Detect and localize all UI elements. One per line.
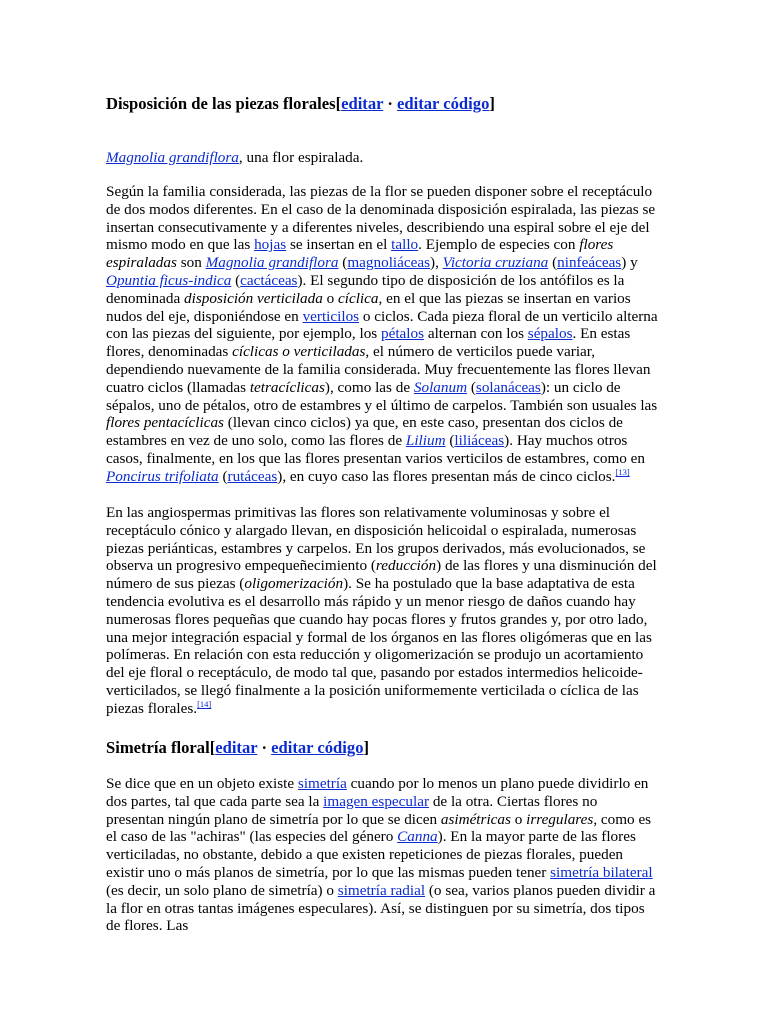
link-sepalos[interactable]: sépalos (527, 325, 573, 343)
link-verticilos[interactable]: verticilos (302, 307, 360, 325)
link-canna[interactable]: Canna (397, 828, 438, 846)
link-simetria-bilateral[interactable]: simetría bilateral (550, 863, 653, 881)
link-rutaceas[interactable]: rutáceas (227, 467, 278, 485)
link-magnoliaceas[interactable]: magnoliáceas (347, 254, 431, 272)
link-solanum[interactable]: Solanum (413, 378, 468, 396)
link-simetria-radial[interactable]: simetría radial (337, 881, 426, 899)
link-lilium[interactable]: Lilium (405, 432, 446, 450)
heading-title: Disposición de las piezas florales (106, 94, 336, 113)
paragraph-simetria: Se dice que en un objeto existe simetría cuando por lo menos un plano puede dividirlo en dos partes, tal que cada parte sea la imagen especular de la otra. Ciertas flores no presentan ningún plano de simetría por lo que se dicen asimétricas o irregulares, como es el caso de las "achiras" (las especies del género Canna). En la mayor parte de las flores verticiladas, no obstante, debido a que existen repeticiones de piezas florales, pueden existir uno o más planos de simetría, por lo que las mismas pueden tener simetría bilateral (es decir, un solo plano de simetría) o simetría radial (o sea, varios planos pueden dividir a la flor en otras tantas imágenes especulares). Así, se distinguen por su simetría, dos tipos de flores. Las (106, 775, 656, 935)
link-ninfeaceas[interactable]: ninfeáceas (557, 254, 622, 272)
edit-link[interactable]: editar (341, 94, 384, 113)
edit-code-link[interactable]: editar código (271, 738, 364, 757)
link-victoria-cruziana[interactable]: Victoria cruziana (442, 254, 549, 272)
link-hojas[interactable]: hojas (254, 236, 287, 254)
section-heading-disposicion: Disposición de las piezas florales[editar · editar código] (106, 94, 495, 113)
link-imagen-especular[interactable]: imagen especular (323, 792, 430, 810)
image-caption: Magnolia grandiflora, una flor espiralada. (106, 149, 364, 166)
link-simetria[interactable]: simetría (297, 775, 347, 792)
link-petalos[interactable]: pétalos (381, 325, 425, 343)
link-tallo[interactable]: tallo (391, 236, 419, 254)
paragraph-disposicion: Según la familia considerada, las piezas de la flor se pueden disponer sobre el receptáculo de dos modos diferentes. En el caso de la denominada disposición espiralada, las piezas se insertan consecutivamente y a diferentes niveles, describiendo una espiral sobre el eje del mismo modo en que las hojas se insertan en el tallo. Ejemplo de especies con flores espiraladas son Magnolia grandiflora (magnoliáceas), Victoria cruziana (ninfeáceas) y Opuntia ficus-indica (cactáceas). El segundo tipo de disposición de los antófilos es la denominada disposición verticilada o cíclica, en el que las piezas se insertan en varios nudos del eje, disponiéndose en verticilos o ciclos. Cada pieza floral de un verticilo alterna con las piezas del siguiente, por ejemplo, los pétalos alternan con los sépalos. En estas flores, denominadas cíclicas o verticiladas, el número de verticilos puede variar, dependiendo nuevamente de la familia considerada. Muy frecuentemente las flores llevan cuatro ciclos (llamadas tetracíclicas), como las de Solanum (solanáceas): un ciclo de sépalos, uno de pétalos, otro de estambres y el último de carpelos. También son usuales las flores pentacíclicas (llevan cinco ciclos) ya que, en este caso, presentan dos ciclos de estambres en vez de uno solo, como las flores de Lilium (liliáceas). Hay muchos otros casos, finalmente, en los que las flores presentan varios verticilos de estambres, como en Poncirus trifoliata (rutáceas), en cuyo caso las flores presentan más de cinco ciclos.[13] (106, 183, 658, 485)
link-magnolia-grandiflora[interactable]: Magnolia grandiflora (106, 149, 239, 166)
link-opuntia[interactable]: Opuntia ficus-indica (106, 271, 232, 289)
heading-title: Simetría floral (106, 738, 210, 757)
link-cactaceas[interactable]: cactáceas (240, 271, 298, 289)
reference-13[interactable]: [13] (615, 466, 630, 477)
paragraph-evolucion: En las angiospermas primitivas las flores son relativamente voluminosas y sobre el receptáculo cónico y alargado llevan, en disposición helicoidal o espiralada, numerosas piezas periánticas, estambres y carpelos. En los grupos derivados, más evolucionados, se observa un progresivo empequeñecimiento (reducción) de las flores y una disminución del número de sus piezas (oligomerización). Se ha postulado que la base adaptativa de esta tendencia evolutiva es el desarrollo más rápido y un menor riesgo de daños cuando hay numerosas flores pequeñas que cuando hay pocas flores y frutos grandes y, por otro lado, una mejor integración espacial y formal de los órganos en las flores oligómeras que en las polímeras. En relación con esta reducción y oligomerización se produjo un acortamiento del eje floral o receptáculo, de modo tal que, pasando por estados intermedios helicoide-verticilados, se llegó finalmente a la posición uniformemente verticilada o cíclica de las piezas florales.[14] (106, 504, 657, 717)
link-magnolia[interactable]: Magnolia grandiflora (205, 254, 339, 272)
link-poncirus[interactable]: Poncirus trifoliata (106, 467, 219, 485)
reference-14[interactable]: [14] (197, 698, 212, 709)
edit-code-link[interactable]: editar código (397, 94, 490, 113)
section-heading-simetria: Simetría floral[editar · editar código] (106, 738, 370, 757)
link-solanaceas[interactable]: solanáceas (475, 378, 541, 396)
edit-link[interactable]: editar (215, 738, 258, 757)
link-liliaceas[interactable]: liliáceas (454, 432, 505, 450)
